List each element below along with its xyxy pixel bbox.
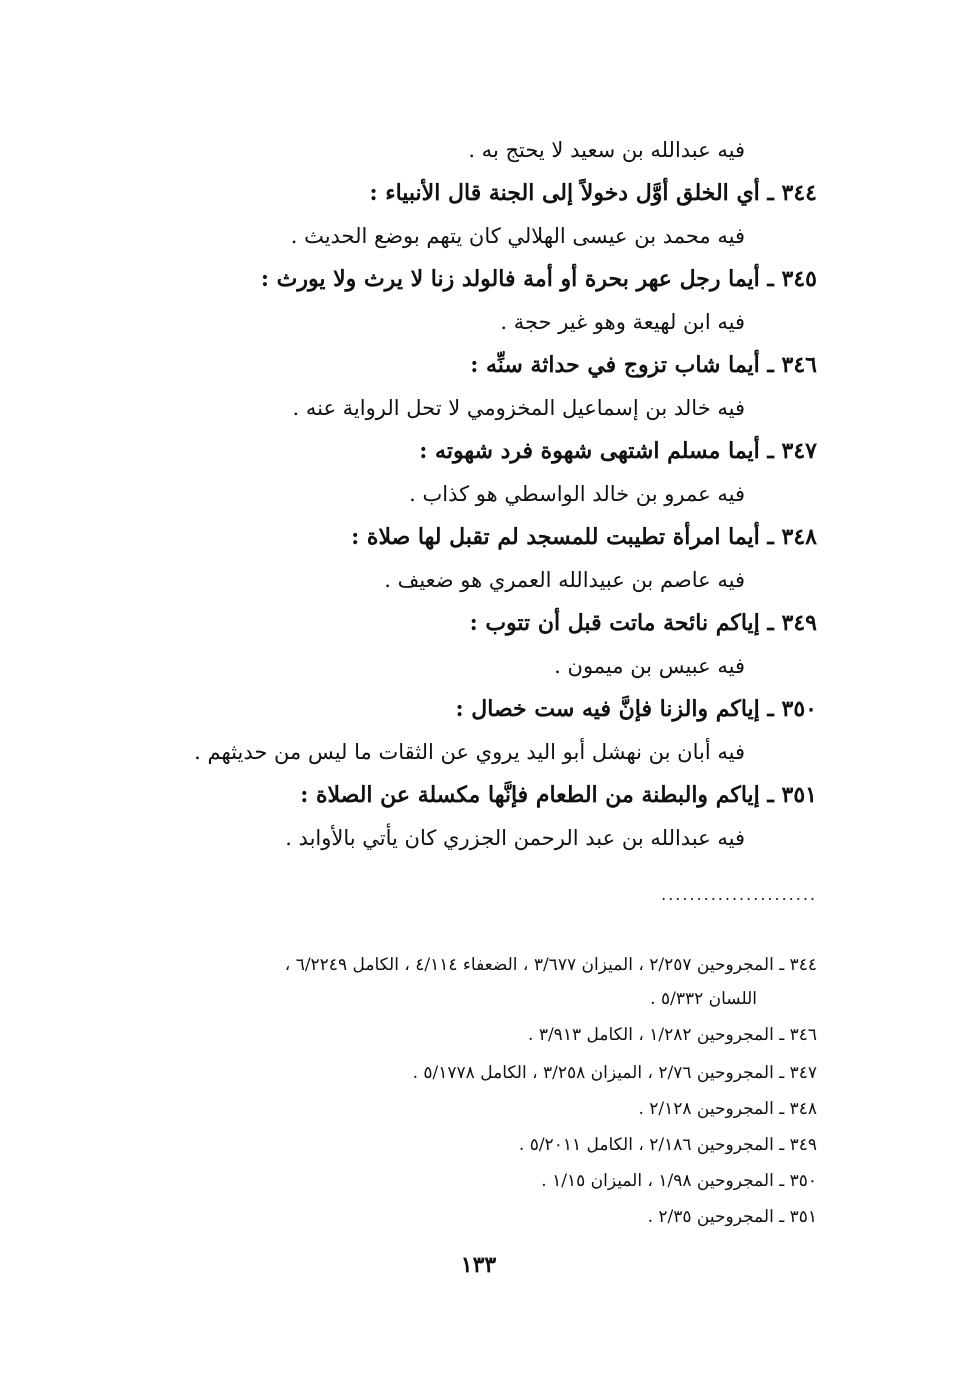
hadith-heading-346: ٣٤٦ ـ أيما شاب تزوج في حداثة سنِّه : — [470, 352, 817, 378]
hadith-heading-347: ٣٤٧ ـ أيما مسلم اشتهى شهوة فرد شهوته : — [419, 438, 817, 464]
hadith-heading-344: ٣٤٤ ـ أي الخلق أوَّل دخولاً إلى الجنة قال الأنبياء : — [369, 180, 817, 206]
hadith-heading-351: ٣٥١ ـ إياكم والبطنة من الطعام فإنَّها مكسلة عن الصلاة : — [300, 782, 817, 808]
hadith-narrator-note: فيه أبان بن نهشل أبو اليد يروي عن الثقات ما ليس من حديثهم . — [194, 740, 745, 764]
footnote-346: ٣٤٦ ـ المجروحين ١/٢٨٢ ، الكامل ٣/٩١٣ . — [528, 1025, 817, 1045]
page-number: ١٣٣ — [460, 1252, 497, 1278]
footnote-344: ٣٤٤ ـ المجروحين ٢/٢٥٧ ، الميزان ٣/٦٧٧ ، الضعفاء ٤/١١٤ ، الكامل ٦/٢٢٤٩ ، — [284, 955, 817, 975]
footnote-349: ٣٤٩ ـ المجروحين ٢/١٨٦ ، الكامل ٥/٢٠١١ . — [518, 1135, 817, 1155]
hadith-narrator-note: فيه خالد بن إسماعيل المخزومي لا تحل الرواية عنه . — [292, 396, 745, 420]
hadith-narrator-note: فيه عبيس بن ميمون . — [554, 654, 745, 678]
hadith-narrator-note: فيه ابن لهيعة وهو غير حجة . — [500, 310, 745, 334]
hadith-narrator-note: فيه عبدالله بن سعيد لا يحتج به . — [468, 138, 745, 162]
footnote-350: ٣٥٠ ـ المجروحين ١/٩٨ ، الميزان ١/١٥ . — [541, 1171, 817, 1191]
hadith-heading-349: ٣٤٩ ـ إياكم نائحة ماتت قبل أن تتوب : — [469, 610, 817, 636]
footnote-351: ٣٥١ ـ المجروحين ٢/٣٥ . — [647, 1207, 817, 1227]
footnote-344-continued: اللسان ٥/٣٣٢ . — [650, 989, 757, 1009]
hadith-heading-348: ٣٤٨ ـ أيما امرأة تطيبت للمسجد لم تقبل لها صلاة : — [351, 524, 817, 550]
hadith-heading-350: ٣٥٠ ـ إياكم والزنا فإنَّ فيه ست خصال : — [455, 696, 817, 722]
footnote-347: ٣٤٧ ـ المجروحين ٢/٧٦ ، الميزان ٣/٢٥٨ ، الكامل ٥/١٧٧٨ . — [412, 1063, 817, 1083]
hadith-narrator-note: فيه عاصم بن عبيدالله العمري هو ضعيف . — [384, 568, 745, 592]
hadith-narrator-note: فيه عمرو بن خالد الواسطي هو كذاب . — [409, 482, 745, 506]
hadith-narrator-note: فيه محمد بن عيسى الهلالي كان يتهم بوضع الحديث . — [290, 224, 745, 248]
footnote-separator: ...................... — [661, 885, 817, 904]
hadith-heading-345: ٣٤٥ ـ أيما رجل عهر بحرة أو أمة فالولد زنا لا يرث ولا يورث : — [260, 266, 817, 292]
hadith-narrator-note: فيه عبدالله بن عبد الرحمن الجزري كان يأتي بالأوابد . — [285, 826, 745, 850]
footnote-348: ٣٤٨ ـ المجروحين ٢/١٢٨ . — [638, 1099, 817, 1119]
